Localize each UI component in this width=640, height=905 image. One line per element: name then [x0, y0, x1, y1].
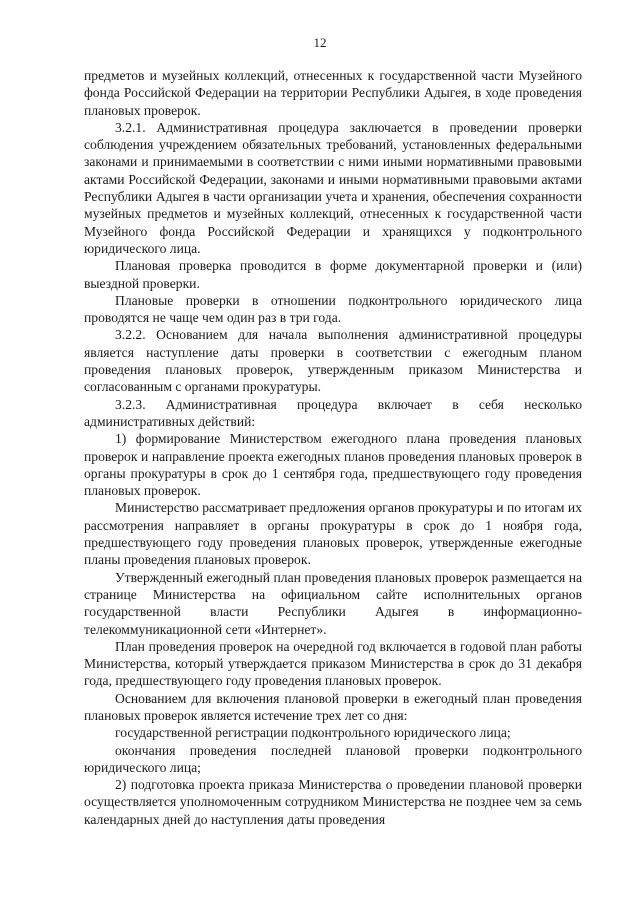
paragraph: План проведения проверок на очередной год включается в годовой план работы Министерства, который утверждается приказом Министерства в срок до 31 декабря года, предшествующего году проведения плановых проверок.	[84, 638, 582, 689]
paragraph: 3.2.1. Административная процедура заключается в проведении проверки соблюдения учреждением обязательных требований, установленных федеральными законами и принимаемыми в соответствии с ними иными нормативными правовыми актами Российской Федерации, законами и иными нормативными правовыми актами Республики Адыгея в части организации учета и хранения, обеспечения сохранности музейных предметов и музейных коллекций, отнесенных к государственной части Музейного фонда Российской Федерации и хранящихся у подконтрольного юридического лица.	[84, 119, 582, 256]
paragraph: окончания проведения последней плановой проверки подконтрольного юридического лица;	[84, 742, 582, 775]
paragraph: государственной регистрации подконтрольного юридического лица;	[115, 725, 511, 741]
paragraph: Плановые проверки в отношении подконтрольного юридического лица проводятся не чаще чем один раз в три года.	[84, 292, 582, 326]
paragraph: 3.2.2. Основанием для начала выполнения административной процедуры является наступление даты проверки в соответствии с ежегодным планом проведения плановых проверок, утвержденным приказом Министерства и согласованным с органами прокуратуры.	[84, 327, 582, 395]
list-item: 2) подготовка проекта приказа Министерства о проведении плановой проверки осуществляется уполномоченным сотрудником Министерства не позднее чем за семь календарных дней до наступления даты проведения	[84, 777, 582, 827]
document-body	[84, 67, 582, 828]
paragraph: Плановая проверка проводится в форме документарной проверки и (или) выездной проверки.	[84, 258, 582, 291]
page-number: 12	[313, 35, 327, 50]
paragraph: Министерство рассматривает предложения органов прокуратуры и по итогам их рассмотрения направляет в органы прокуратуры в срок до 1 ноября года, предшествующего году проведения плановых проверок, утвержденные ежегодные планы проведения плановых проверок.	[84, 500, 582, 568]
paragraph: Основанием для включения плановой проверки в ежегодный план проведения плановых проверок является истечение трех лет со дня:	[84, 690, 582, 723]
paragraph: предметов и музейных коллекций, отнесенных к государственной части Музейного фонда Российской Федерации на территории Республики Адыгея, в ходе проведения плановых проверок.	[84, 68, 582, 118]
paragraph: Утвержденный ежегодный план проведения плановых проверок размещается на странице Министерства на официальном сайте исполнительных органов государственной власти Республики Адыгея в информационно-телекоммуникационной сети «Интернет».	[84, 569, 582, 637]
list-item: 1) формирование Министерством ежегодного плана проведения плановых проверок и направление проекта ежегодных планов проведения плановых проверок в органы прокуратуры в срок до 1 сентября года, предшествующего году проведения плановых проверок.	[84, 431, 582, 499]
paragraph: 3.2.3. Административная процедура включает в себя несколько административных действий:	[84, 396, 582, 429]
